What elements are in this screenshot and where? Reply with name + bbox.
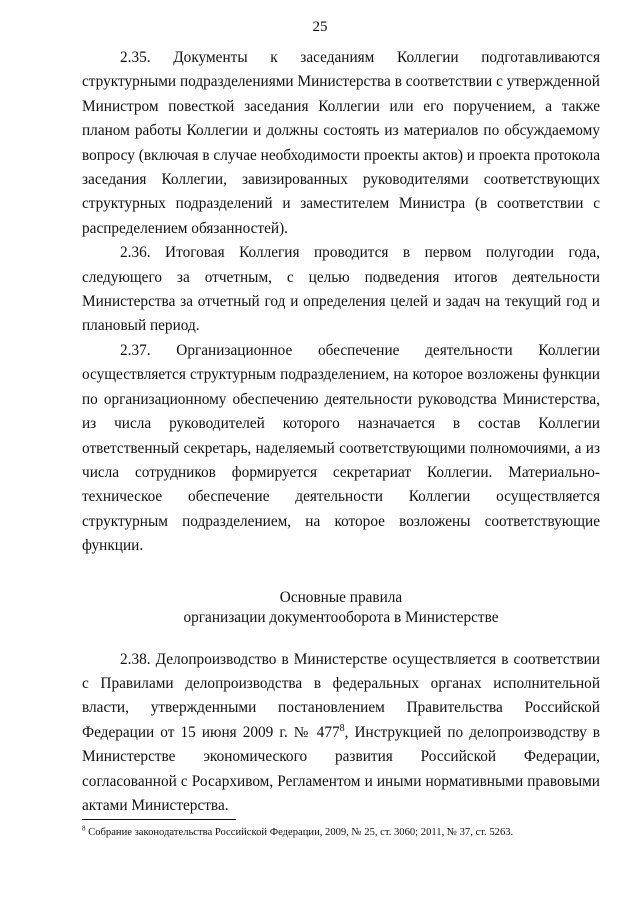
paragraph-2-38-text-start: 2.38. Делопроизводство в Министерстве осуществляется в соответствии с Правилами делопроизводства в федеральных органах исполнительной власти, утвержденными постановлением Правительства Российской Федерации от 15 июня 2009 г. № 477 xyxy=(82,650,600,741)
paragraph-2-35: 2.35. Документы к заседаниям Коллегии подготавливаются структурными подразделениями Министерства в соответствии с утвержденной Министром повесткой заседания Коллегии или его поручением, а также планом работы Коллегии и должны состоять из материалов по обсуждаемому вопросу (включая в случае необходимости проекты актов) и проекта протокола заседания Коллегии, завизированных руководителями соответствующих структурных подразделений и заместителем Министра (в соответствии с распределением обязанностей). xyxy=(82,49,600,237)
footnote-text: Собрание законодательства Российской Федерации, 2009, № 25, ст. 3060; 2011, № 37, ст. 5263. xyxy=(85,827,514,838)
section-heading-line-1: Основные правила xyxy=(279,588,403,606)
document-body xyxy=(82,46,600,818)
section-heading-line-2: организации документооборота в Министерстве xyxy=(183,608,499,626)
paragraph-2-37: 2.37. Организационное обеспечение деятельности Коллегии осуществляется структурным подразделением, на которое возложены функции по организационному обеспечению деятельности руководства Министерства, из числа руководителей которого назначается в состав Коллегии ответственный секретарь, наделяемый соответствующими полномочиями, а из числа сотрудников формируется секретариат Коллегии. Материально-техническое обеспечение деятельности Коллегии осуществляется структурным подразделением, на которое возложены соответствующие функции. xyxy=(82,341,600,555)
paragraph-2-38-text-end: , Инструкцией по делопроизводству в Министерстве экономического развития Российской Федерации, согласованной с Росархивом, Регламентом и иными нормативными правовыми актами Министерства. xyxy=(82,723,600,814)
footnote xyxy=(82,826,600,840)
footnote-mark: 8 xyxy=(82,824,86,833)
footnote-reference[interactable]: 8 xyxy=(339,722,345,734)
page-number: 25 xyxy=(312,19,328,35)
paragraph-2-38 xyxy=(82,648,600,819)
footnote-divider xyxy=(82,819,236,820)
section-heading xyxy=(82,588,600,628)
paragraph-2-36: 2.36. Итоговая Коллегия проводится в первом полугодии года, следующего за отчетным, с целью подведения итогов деятельности Министерства за отчетный год и определения целей и задач на текущий год и плановый период. xyxy=(82,244,600,335)
